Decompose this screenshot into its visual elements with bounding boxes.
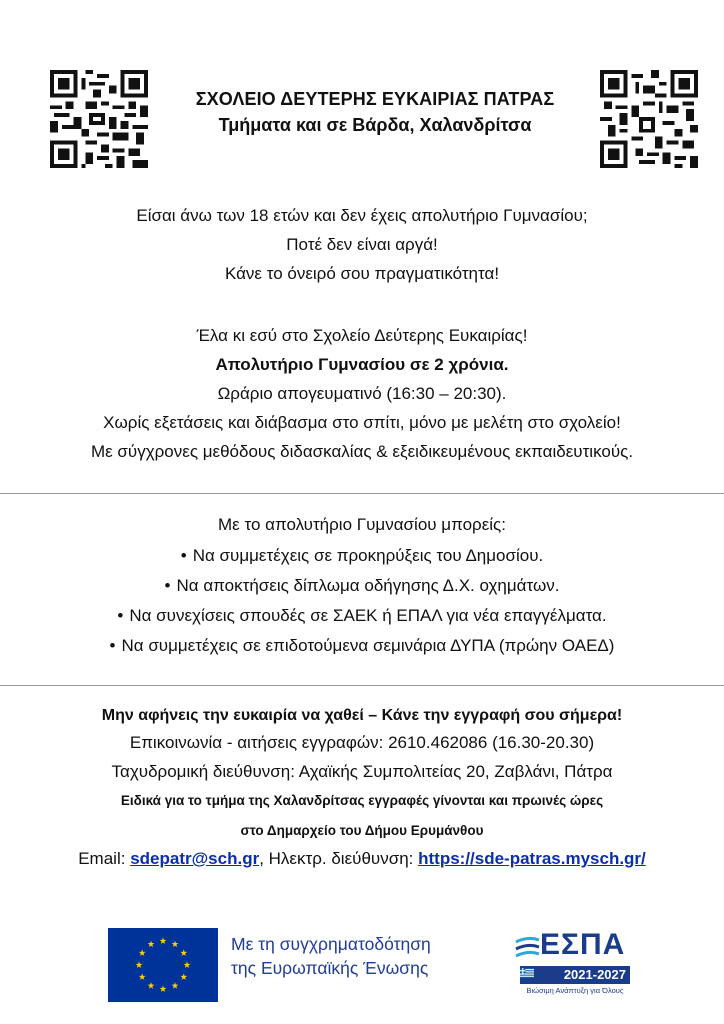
list-item <box>0 601 724 631</box>
list-item <box>0 571 724 601</box>
eu-text-line-1: Με τη συγχρηματοδότηση <box>231 934 431 954</box>
page-subtitle: Τμήματα και σε Βάρδα, Χαλανδρίτσα <box>218 115 532 135</box>
offer-block <box>0 321 724 466</box>
phone-line: Επικοινωνία - αιτήσεις εγγραφών: 2610.462086 (16.30-20.30) <box>129 733 595 752</box>
offer-line-2: Απολυτήριο Γυμνασίου σε 2 χρόνια. <box>215 355 509 374</box>
email-label: Email: <box>78 849 131 868</box>
bullet-icon: • <box>180 546 187 565</box>
note-line-1: Ειδικά για το τμήμα της Χαλανδρίτσας εγγραφές γίνονται και πρωινές ώρες <box>120 793 604 808</box>
espa-tagline: Βιώσιμη Ανάπτυξη για Όλους <box>526 986 624 995</box>
intro-block <box>0 201 724 288</box>
email-link[interactable]: sdepatr@sch.gr <box>130 849 260 868</box>
qr-code-right <box>600 70 698 168</box>
bullet-icon: • <box>109 636 116 655</box>
intro-line-3: Κάνε το όνειρό σου πραγματικότητα! <box>224 264 500 283</box>
espa-word: ΕΣΠΑ <box>540 928 626 961</box>
intro-line-1: Είσαι άνω των 18 ετών και δεν έχεις απολυτήριο Γυμνασίου; <box>136 206 588 225</box>
benefit-text: Να συνεχίσεις σπουδές σε ΣΑΕΚ ή ΕΠΑΛ για νέα επαγγέλματα. <box>129 606 607 625</box>
qr-code-icon <box>600 70 698 168</box>
offer-line-4: Χωρίς εξετάσεις και διάβασμα στο σπίτι, μόνο με μελέτη στο σχολείο! <box>103 413 621 432</box>
divider-2 <box>0 685 724 686</box>
website-link[interactable]: https://sde-patras.mysch.gr/ <box>418 849 646 868</box>
qr-code-icon <box>50 70 148 168</box>
greek-flag-icon <box>520 968 534 978</box>
note-line-2: στο Δημαρχείο του Δήμου Ερυμάνθου <box>240 823 484 838</box>
espa-swoosh-icon <box>514 934 540 964</box>
page-header <box>150 86 600 138</box>
call-to-action: Μην αφήνεις την ευκαιρία να χαθεί – Κάνε την εγγραφή σου σήμερα! <box>101 707 623 724</box>
benefit-text: Να συμμετέχεις σε επιδοτούμενα σεμινάρια ΔΥΠΑ (πρώην ΟΑΕΔ) <box>121 636 615 655</box>
benefits-intro: Με το απολυτήριο Γυμνασίου μπορείς: <box>218 515 506 534</box>
espa-years: 2021-2027 <box>520 966 630 984</box>
contact-block <box>0 704 724 872</box>
benefits-block <box>0 510 724 661</box>
eu-flag-logo <box>108 928 218 1002</box>
eu-text-line-2: της Ευρωπαϊκής Ένωσης <box>231 958 429 978</box>
list-item <box>0 631 724 661</box>
email-line <box>0 846 724 872</box>
offer-line-1: Έλα κι εσύ στο Σχολείο Δεύτερης Ευκαιρίας! <box>196 326 528 345</box>
page-title: ΣΧΟΛΕΙΟ ΔΕΥΤΕΡΗΣ ΕΥΚΑΙΡΙΑΣ ΠΑΤΡΑΣ <box>195 89 555 109</box>
list-item <box>0 541 724 571</box>
offer-line-5: Με σύγχρονες μεθόδους διδασκαλίας & εξειδικευμένους εκπαιδευτικούς. <box>90 442 634 461</box>
eu-flag-icon <box>108 928 218 1002</box>
espa-logo <box>512 930 630 1002</box>
bullet-icon: • <box>117 606 124 625</box>
eu-cofunding-text <box>231 932 501 980</box>
bullet-icon: • <box>164 576 171 595</box>
address-line: Ταχυδρομική διεύθυνση: Αχαϊκής Συμπολιτείας 20, Ζαβλάνι, Πάτρα <box>111 762 613 781</box>
web-label: , Ηλεκτρ. διεύθυνση: <box>259 849 419 868</box>
qr-code-left <box>50 70 148 168</box>
offer-line-3: Ωράριο απογευματινό (16:30 – 20:30). <box>217 384 507 403</box>
benefit-text: Να συμμετέχεις σε προκηρύξεις του Δημοσίου. <box>192 546 544 565</box>
divider-1 <box>0 493 724 494</box>
intro-line-2: Ποτέ δεν είναι αργά! <box>286 235 438 254</box>
benefit-text: Να αποκτήσεις δίπλωμα οδήγησης Δ.Χ. οχημάτων. <box>176 576 560 595</box>
